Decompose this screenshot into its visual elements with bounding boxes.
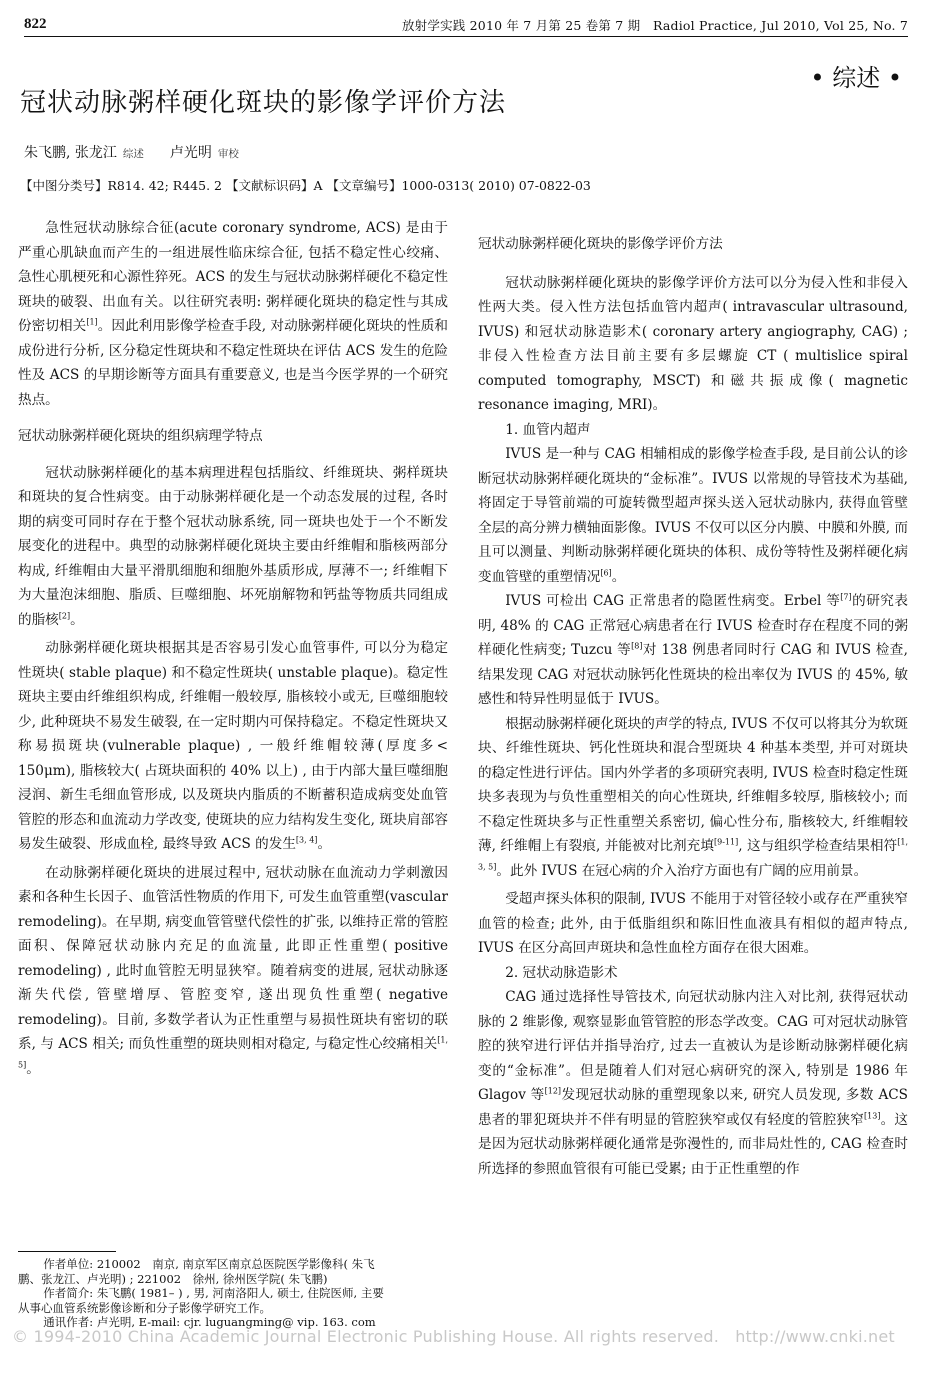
article-title: 冠状动脉粥样硬化斑块的影像学评价方法 bbox=[20, 88, 507, 118]
subheading-cag: 2. 冠状动脉造影术 bbox=[505, 964, 618, 981]
page-number: 822 bbox=[24, 16, 47, 32]
citation: [1, 3, 5] bbox=[478, 837, 908, 871]
classification-line: 【中图分类号】R814. 42; R445. 2 【文献标识码】A 【文章编号】1000-0313( 2010) 07-0822-03 bbox=[20, 178, 591, 193]
running-head: 放射学实践 2010 年 7 月第 25 卷第 7 期 Radiol Practice, Jul 2010, Vol 25, No. 7 bbox=[401, 18, 908, 33]
subheading-ivus: 1. 血管内超声 bbox=[505, 421, 591, 438]
ivus-paragraph-3: 根据动脉粥样硬化斑块的声学的特点, IVUS 不仅可以将其分为软斑块、纤维性斑块、钙化性斑块和混合型斑块 4 种基本类型, 并可对斑块的稳定性进行评估。国内外学者的多项研究表明, IVUS 检查时稳定性斑块多表现为与负性重塑相关的向心性斑块, 纤维帽多较厚, 脂核较小; 而不稳定性斑块多与正性重塑关系密切, 偏心性分布, 脂核较大, 纤维帽较薄, 纤维帽上有裂痕, 并能被对比剂充填[9-11], 这与组织学检查结果相符[1, 3, 5]。此外 IVUS 在冠心病的介入治疗方面也有广阔的应用前景。 bbox=[478, 715, 908, 879]
citation: [1] bbox=[86, 317, 98, 327]
copyright-watermark: © 1994-2010 China Academic Journal Electronic Publishing House. All rights reserved. http://www.cnki.net bbox=[12, 1327, 895, 1346]
citation: [9-11] bbox=[714, 837, 739, 847]
citation: [6] bbox=[600, 567, 612, 577]
ivus-paragraph-2: IVUS 可检出 CAG 正常患者的隐匿性病变。Erbel 等[7]的研究表明, 48% 的 CAG 正常冠心病患者在行 IVUS 检查时存在程度不同的粥样硬化性病变; Tuzcu 等[8]对 138 例患者同时行 CAG 和 IVUS 检查, 结果发现 CAG 对冠状动脉钙化性斑块的检出率仅为 IVUS 的 45%, 敏感性和特异性明显低于 IVUS。 bbox=[478, 592, 908, 707]
footnote-affiliation: 作者单位: 210002 南京, 南京军区南京总医院医学影像科( 朱飞 bbox=[43, 1257, 375, 1271]
citation: [12] bbox=[544, 1086, 562, 1096]
footnote-author-bio: 作者简介: 朱飞鹏( 1981– ) , 男, 河南洛阳人, 硕士, 住院医师, 主要 bbox=[43, 1286, 384, 1301]
author-names: 朱飞鹏, 张龙江 bbox=[24, 145, 117, 161]
left-column bbox=[18, 216, 448, 1081]
section-heading-imaging: 冠状动脉粥样硬化斑块的影像学评价方法 bbox=[478, 236, 723, 252]
footnote-rule bbox=[18, 1251, 116, 1252]
footnote-contact: 通讯作者: 卢光明, E-mail: cjr. luguangming@ vip. 163. com bbox=[43, 1315, 376, 1330]
citation: [7] bbox=[840, 592, 852, 602]
intro-paragraph: 急性冠状动脉综合征(acute coronary syndrome, ACS) 是由于严重心肌缺血而产生的一组进展性临床综合征, 包括不稳定性心绞痛、急性心肌梗死和心源性猝死。ACS 的发生与冠状动脉粥样硬化不稳定性斑块的破裂、出血有关。以往研究表明: 粥样硬化斑块的稳定性与其成份密切相关[1]。因此利用影像学检查手段, 对动脉粥样硬化斑块的性质和成份进行分析, 区分稳定性斑块和不稳定性斑块在评估 ACS 发生的危险性及 ACS 的早期诊断等方面具有重要意义, 也是当今医学界的一个研究热点。 bbox=[18, 220, 449, 408]
right-column bbox=[478, 216, 908, 1181]
footnote-author-bio-cont: 从事心血管系统影像诊断和分子影像学研究工作。 bbox=[18, 1300, 271, 1315]
ivus-paragraph-1: IVUS 是一种与 CAG 相辅相成的影像学检查手段, 是目前公认的诊断冠状动脉粥样硬化斑块的“金标准”。IVUS 以常规的导管技术为基础, 将固定于导管前端的可旋转微型超声探头送入冠状动脉内, 获得血管壁全层的高分辨力横轴面影像。IVUS 不仅可以区分内膜、中膜和外膜, 而且可以测量、判断动脉粥样硬化斑块的体积、成份等特性及粥样硬化病变血管壁的重塑情况[6]。 bbox=[478, 446, 908, 585]
citation: [1, 5] bbox=[18, 1035, 448, 1069]
imaging-overview-paragraph: 冠状动脉粥样硬化斑块的影像学评价方法可以分为侵入性和非侵入性两大类。侵入性方法包括血管内超声( intravascular ultrasound, IVUS) 和冠状动脉造影术( coronary artery angiography, CAG) ; 非侵入性检查方法目前主要有多层螺旋 CT ( multislice spiral computed tomography, MSCT) 和磁共振成像( magnetic resonance imaging, MRI)。 bbox=[478, 274, 908, 413]
citation: [3, 4] bbox=[295, 835, 318, 845]
pathology-paragraph-1: 冠状动脉粥样硬化的基本病理进程包括脂纹、纤维斑块、粥样斑块和斑块的复合性病变。由于动脉粥样硬化是一个动态发展的过程, 各时期的病变可同时存在于整个冠状动脉系统, 同一斑块也处于一个不断发展变化的进程中。典型的动脉粥样硬化斑块主要由纤维帽和脂核两部分构成, 纤维帽由大量平滑肌细胞和细胞外基质形成, 厚薄不一; 纤维帽下为大量泡沫细胞、脂质、巨噬细胞、坏死崩解物和钙盐等物质共同组成的脂核[2]。 bbox=[18, 464, 448, 628]
footnotes bbox=[18, 1257, 450, 1330]
citation: [13] bbox=[864, 1110, 881, 1120]
section-tag: • 综述 • bbox=[810, 64, 902, 92]
footnote-affiliation-cont: 鹏、张龙江、卢光明) ; 221002 徐州, 徐州医学院( 朱飞鹏) bbox=[18, 1271, 328, 1286]
cag-paragraph: CAG 通过选择性导管技术, 向冠状动脉内注入对比剂, 获得冠状动脉的 2 维影像, 观察显影血管管腔的形态学改变。CAG 可对冠状动脉管腔的狭窄进行评估并指导治疗, 过去一直被认为是诊断动脉粥样硬化病变的“金标准”。但是随着人们对冠心病研究的深入, 特别是 1986 年 Glagov 等[12]发现冠状动脉的重塑现象以来, 研究人员发现, 多数 ACS 患者的罪犯斑块并不伴有明显的管腔狭窄或仅有轻度的管腔狭窄[13]。这是因为冠状动脉粥样硬化通常是弥漫性的, 而非局灶性的, CAG 检查时所选择的参照血管很有可能已受累; 由于正性重塑的作 bbox=[478, 989, 909, 1177]
page-header bbox=[24, 14, 908, 36]
header-rule bbox=[24, 36, 908, 37]
ivus-paragraph-4: 受超声探头体积的限制, IVUS 不能用于对管径较小或存在严重狭窄血管的检查; 此外, 由于低脂组织和陈旧性血液具有相似的超声特点, IVUS 在区分高回声斑块和急性血栓方面存在很大困难。 bbox=[478, 891, 908, 956]
authors bbox=[24, 142, 265, 162]
citation: [2] bbox=[58, 610, 71, 620]
section-heading-pathology: 冠状动脉粥样硬化斑块的组织病理学特点 bbox=[18, 428, 263, 444]
pathology-paragraph-3: 在动脉粥样硬化斑块的进展过程中, 冠状动脉在血流动力学刺激因素和各种生长因子、血管活性物质的作用下, 可发生血管重塑(vascular remodeling)。在早期, 病变血管管壁代偿性的扩张, 以维持正常的管腔面积、保障冠状动脉内充足的血流量, 此即正性重塑( positive remodeling) , 此时血管腔无明显狭窄。随着病变的进展, 冠状动脉逐渐失代偿, 管壁增厚、管腔变窄, 遂出现负性重塑( negative remodeling)。目前, 多数学者认为正性重塑与易损性斑块有密切的联系, 与 ACS 相关; 而负性重塑的斑块则相对稳定, 与稳定性心绞痛相关[1, 5]。 bbox=[18, 864, 448, 1077]
citation: [8] bbox=[631, 641, 643, 651]
reviewer-name: 卢光明 bbox=[169, 145, 212, 161]
reviewer-role: 审校 bbox=[217, 148, 239, 160]
pathology-paragraph-2: 动脉粥样硬化斑块根据其是否容易引发心血管事件, 可以分为稳定性斑块( stable plaque) 和不稳定性斑块( unstable plaque)。稳定性斑块主要由纤维组织构成, 纤维帽一般较厚, 脂核较小或无, 巨噬细胞较少, 此种斑块不易发生破裂, 在一定时期内可保持稳定。不稳定性斑块又称易损斑块(vulnerable plaque) , 一般纤维帽较薄(厚度多< 150μm), 脂核较大( 占斑块面积的 40% 以上) , 由于内部大量巨噬细胞浸润、新生毛细血管形成, 以及斑块内脂质的不断蓄积造成病变处血管管腔的形态和血流动力学改变, 使斑块的应力结构发生变化, 斑块肩部容易发生破裂、形成血栓, 最终导致 ACS 的发生[3, 4]。 bbox=[18, 640, 448, 852]
author-role: 综述 bbox=[122, 148, 144, 160]
